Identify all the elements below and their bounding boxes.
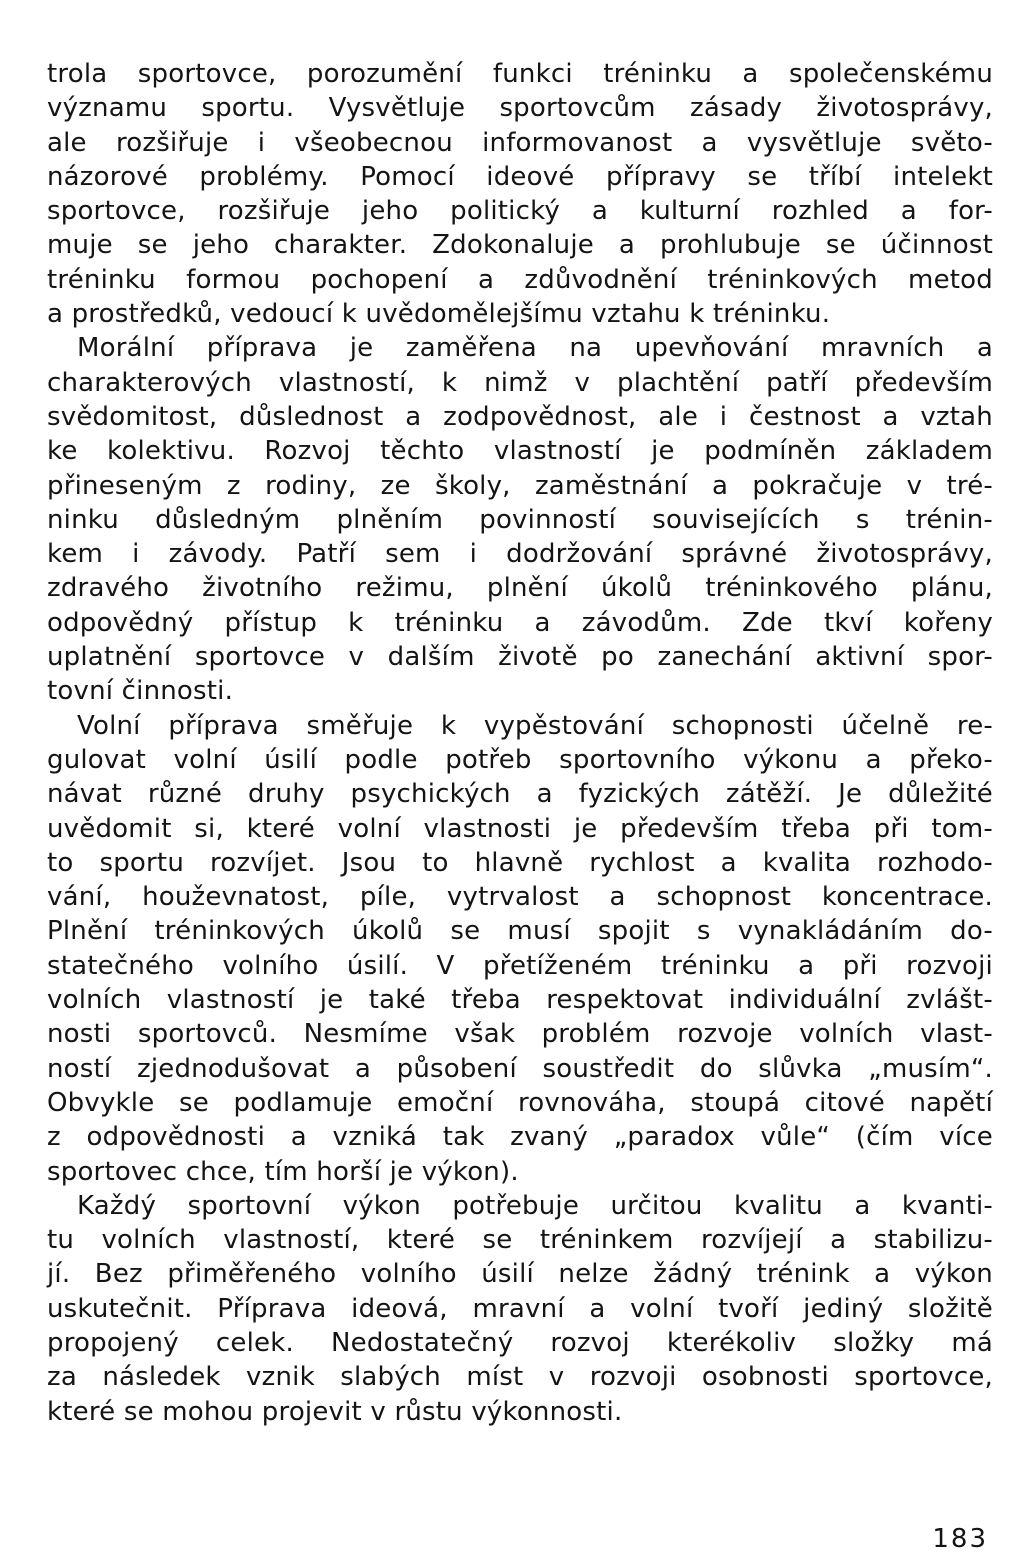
text-line: ninku důsledným plněním povinností souvisejících s trénin-	[47, 504, 993, 535]
paragraph	[47, 331, 993, 708]
text-line: tovní činnosti.	[47, 676, 234, 707]
text-line: tu volních vlastností, které se tréninkem rozvíjejí a stabilizu-	[47, 1225, 993, 1256]
text-line: a prostředků, vedoucí k uvědomělejšímu vztahu k tréninku.	[47, 299, 831, 330]
text-line: uvědomit si, které volní vlastnosti je především třeba při tom-	[47, 813, 993, 844]
text-line: z odpovědnosti a vzniká tak zvaný „paradox vůle“ (čím více	[47, 1122, 993, 1153]
text-line: to sportu rozvíjet. Jsou to hlavně rychlost a kvalita rozhodo-	[47, 847, 993, 878]
text-line: statečného volního úsilí. V přetíženém tréninku a při rozvoji	[47, 950, 993, 981]
paragraph	[47, 1189, 993, 1429]
text-line: za následek vznik slabých míst v rozvoji osobnosti sportovce,	[47, 1362, 993, 1393]
text-line: sportovce, rozšiřuje jeho politický a kulturní rozhled a for-	[47, 196, 993, 227]
paragraph	[47, 57, 993, 331]
text-line: nosti sportovců. Nesmíme však problém rozvoje volních vlast-	[47, 1019, 993, 1050]
text-line: charakterových vlastností, k nimž v plachtění patří především	[47, 367, 993, 398]
text-line: gulovat volní úsilí podle potřeb sportovního výkonu a překo-	[47, 744, 993, 775]
text-line: tréninku formou pochopení a zdůvodnění tréninkových metod	[47, 264, 993, 295]
text-line: Volní příprava směřuje k vypěstování schopnosti účelně re-	[77, 710, 993, 741]
text-line: ale rozšiřuje i všeobecnou informovanost a vysvětluje světo-	[47, 127, 993, 158]
text-line: ností zjednodušovat a působení soustředit do slůvka „musím“.	[47, 1053, 993, 1084]
text-line: Plnění tréninkových úkolů se musí spojit s vynakládáním do-	[47, 916, 993, 947]
text-line: návat různé druhy psychických a fyzických zátěží. Je důležité	[47, 779, 993, 810]
text-line: uplatnění sportovce v dalším životě po zanechání aktivní spor-	[47, 642, 993, 673]
body-text	[47, 57, 993, 1429]
text-line: uskutečnit. Příprava ideová, mravní a volní tvoří jediný složitě	[47, 1293, 993, 1324]
paragraph	[47, 709, 993, 1189]
text-line: trola sportovce, porozumění funkci tréninku a společenskému	[47, 59, 993, 89]
text-line: Morální příprava je zaměřena na upevňování mravních a	[77, 333, 993, 364]
text-line: Obvykle se podlamuje emoční rovnováha, stoupá citové napětí	[47, 1087, 993, 1118]
text-line: názorové problémy. Pomocí ideové přípravy se tříbí intelekt	[47, 161, 993, 192]
text-line: Každý sportovní výkon potřebuje určitou kvalitu a kvanti-	[77, 1190, 993, 1221]
text-line: sportovec chce, tím horší je výkon).	[47, 1156, 519, 1187]
text-line: volních vlastností je také třeba respektovat individuální zvlášt-	[47, 985, 993, 1016]
text-line: významu sportu. Vysvětluje sportovcům zásady životosprávy,	[47, 93, 993, 124]
text-line: kem i závody. Patří sem i dodržování správné životosprávy,	[47, 539, 993, 570]
text-line: zdravého životního režimu, plnění úkolů tréninkového plánu,	[47, 573, 993, 604]
text-line: muje se jeho charakter. Zdokonaluje a prohlubuje se účinnost	[47, 230, 993, 261]
text-line: propojený celek. Nedostatečný rozvoj kterékoliv složky má	[47, 1327, 993, 1358]
text-line: ke kolektivu. Rozvoj těchto vlastností je podmíněn základem	[47, 436, 993, 467]
text-line: přineseným z rodiny, ze školy, zaměstnání a pokračuje v tré-	[47, 470, 993, 501]
text-line: vání, houževnatost, píle, vytrvalost a schopnost koncentrace.	[47, 882, 993, 913]
text-line: odpovědný přístup k tréninku a závodům. Zde tkví kořeny	[47, 607, 993, 638]
text-line: které se mohou projevit v růstu výkonnosti.	[47, 1396, 623, 1427]
page-number: 183	[932, 1524, 988, 1554]
text-line: svědomitost, důslednost a zodpovědnost, ale i čestnost a vztah	[47, 401, 993, 432]
text-line: jí. Bez přiměřeného volního úsilí nelze žádný trénink a výkon	[47, 1259, 993, 1290]
